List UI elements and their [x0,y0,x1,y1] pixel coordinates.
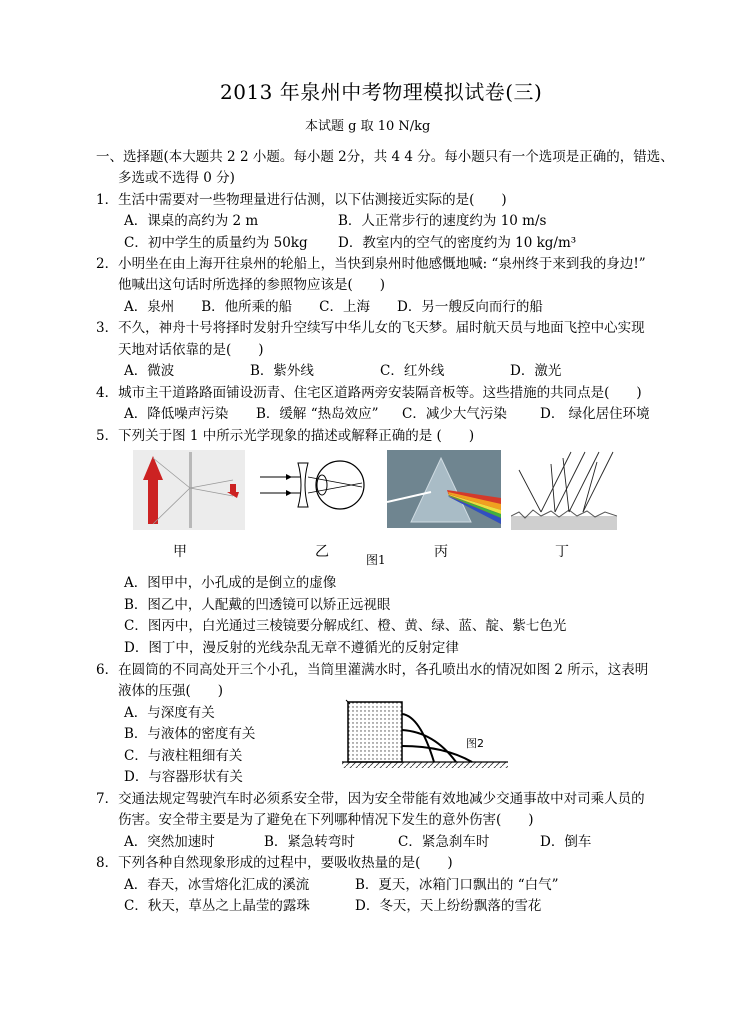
q7-option-c: C．紧急刹车时 [398,834,490,850]
q2-stem-line1: 2．小明坐在由上海开往泉州的轮船上，当快到泉州时他感慨地喊: “泉州终于来到我的身边!” [96,256,646,272]
figure1-yi-eye [258,455,376,519]
figure2-caption: 图2 [466,737,484,750]
q6-option-c: C．与液柱粗细有关 [124,748,243,764]
q4-option-b: B．缓解 “热岛效应” [256,406,379,422]
figure1-label-jia: 甲 [173,544,187,560]
page-title: 2013 年泉州中考物理模拟试卷(三) [220,80,543,104]
q5-option-c: C．图丙中，白光通过三棱镜要分解成红、橙、黄、绿、蓝、靛、紫七色光 [124,618,567,634]
q5-option-b: B．图乙中，人配戴的凹透镜可以矫正远视眼 [124,597,391,613]
figure1-ding-diffuse-reflection [511,450,617,530]
figure2-cylinder-jets [340,694,510,770]
figure1-label-yi: 乙 [315,544,329,560]
q1-option-a: A．课桌的高约为 2 m [124,213,259,229]
q8-option-b: B．夏天，冰箱门口飘出的 “白气” [355,877,559,893]
figure1-jia-pinhole [133,450,245,530]
q1-option-b: B．人正常步行的速度约为 10 m/s [338,213,547,229]
q8-option-c: C．秋天，草丛之上晶莹的露珠 [124,898,310,914]
q7-stem-line2: 伤害。安全带主要是为了避免在下列哪种情况下发生的意外伤害( ) [118,812,534,828]
q4-stem: 4．城市主干道路路面铺设沥青、住宅区道路两旁安装隔音板等。这些措施的共同点是( ) [96,385,642,401]
q3-option-c: C．红外线 [380,363,445,379]
q6-stem-line2: 液体的压强( ) [118,683,224,699]
section-heading-line1: 一、选择题(本大题共 2 2 小题。每小题 2分，共 4 4 分。每小题只有一个选项是正确的，错选、 [96,149,674,165]
q4-option-a: A．降低噪声污染 [124,406,229,422]
q8-option-d: D．冬天，天上纷纷飘落的雪花 [355,898,542,914]
q5-option-a: A．图甲中，小孔成的是倒立的虚像 [124,575,337,591]
q8-option-a: A．春天，冰雪熔化汇成的溪流 [124,877,310,893]
page-subtitle: 本试题 g 取 10 N/kg [305,119,431,134]
q7-stem-line1: 7．交通法规定驾驶汽车时必须系安全带，因为安全带能有效地减少交通事故中对司乘人员的 [96,791,645,807]
q3-option-b: B．紫外线 [250,363,314,379]
figure1-caption: 图1 [366,553,386,567]
q1-option-c: C．初中学生的质量约为 50kg [124,235,308,251]
q3-stem-line2: 天地对话依靠的是( ) [118,342,264,358]
q5-stem: 5．下列关于图 1 中所示光学现象的描述或解释正确的是 ( ) [96,428,475,444]
figure1-label-bing: 丙 [434,544,448,560]
q6-stem-line1: 6．在圆筒的不同高处开三个小孔，当筒里灌满水时，各孔喷出水的情况如图 2 所示，这表明 [96,662,649,678]
q1-option-d: D．教室内的空气的密度约为 10 kg/m³ [338,235,577,251]
q3-stem-line1: 3．不久，神舟十号将择时发射升空续写中华儿女的飞天梦。届时航天员与地面飞控中心实现 [96,320,645,336]
section-heading-line2: 多选或不选得 0 分) [118,170,235,186]
q3-option-a: A．微波 [124,363,175,379]
q2-options: A．泉州 B．他所乘的船 C．上海 D．另一艘反向而行的船 [124,299,543,315]
q2-stem-line2: 他喊出这句话时所选择的参照物应该是( ) [118,277,386,293]
q1-stem: 1．生活中需要对一些物理量进行估测，以下估测接近实际的是( ) [96,192,507,208]
q7-option-a: A．突然加速时 [124,834,215,850]
q6-option-a: A．与深度有关 [124,705,215,721]
figure1-label-ding: 丁 [555,544,569,560]
q7-option-d: D．倒车 [540,834,592,850]
q4-option-c: C．减少大气污染 [402,406,507,422]
q8-stem: 8．下列各种自然现象形成的过程中，要吸收热量的是( ) [96,855,453,871]
q7-option-b: B．紧急转弯时 [264,834,355,850]
figure1-bing-prism [387,450,501,528]
q6-option-d: D．与容器形状有关 [124,769,243,785]
q3-option-d: D．激光 [510,363,562,379]
q4-option-d: D． 绿化居住环境 [540,406,650,422]
q6-option-b: B．与液体的密度有关 [124,726,256,742]
q5-option-d: D．图丁中，漫反射的光线杂乱无章不遵循光的反射定律 [124,640,459,656]
